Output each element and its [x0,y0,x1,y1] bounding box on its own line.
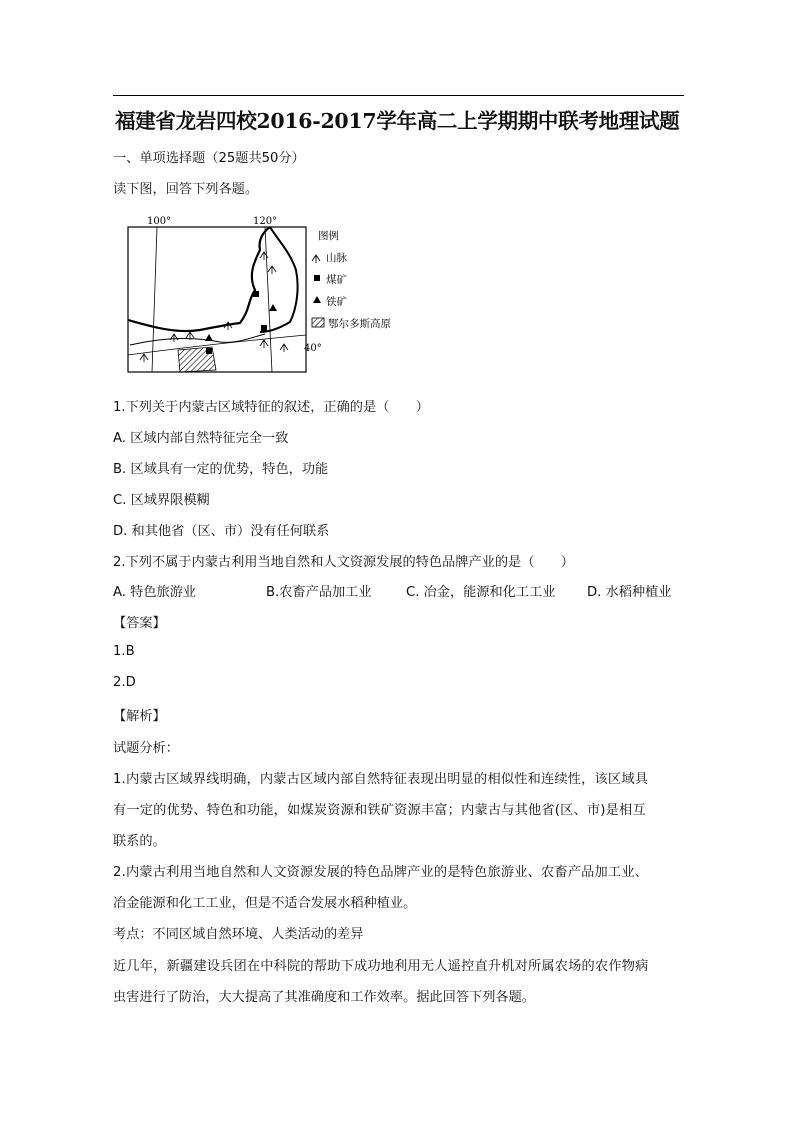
legend-ordos: 鄂尔多斯高原 [328,318,391,330]
coal-mine-symbol-1 [253,291,259,297]
next-intro-line-1: 近几年，新疆建设兵团在中科院的帮助下成功地利用无人遥控直升机对所属农场的农作物病 [113,959,649,974]
iron-legend-icon [313,296,321,303]
kaodian-text: 考点：不同区域自然环境、人类活动的差异 [113,927,364,942]
question-1-option-a: A. 区域内部自然特征完全一致 [113,431,289,446]
page-title: 福建省龙岩四校2016-2017学年高二上学期期中联考地理试题 [115,109,680,133]
question-1-option-d: D. 和其他省（区、市）没有任何联系 [113,524,330,539]
ordos-legend-icon [312,318,324,327]
intro-text: 读下图，回答下列各题。 [113,182,259,197]
lon-label-100: 100° [147,216,172,227]
analysis-heading: 【解析】 [113,709,166,724]
section-heading: 一、单项选择题（25题共50分） [113,151,305,166]
coal-legend-icon [314,275,320,281]
question-1-option-c: C. 区域界限模糊 [113,493,210,508]
meridian-120 [265,227,272,372]
ordos-plateau-area [178,347,216,372]
lat-label-40: 40° [304,343,322,354]
question-2-option-d: D. 水稻种植业 [587,585,672,600]
meridian-100 [152,227,157,372]
coal-mine-symbol-2 [261,325,267,331]
question-2-option-c: C. 冶金，能源和化工工业 [406,585,556,600]
parallel-40 [128,335,306,355]
question-1-stem: 1.下列关于内蒙古区域特征的叙述，正确的是（ ） [113,400,429,415]
analysis-1-line-3: 联系的。 [113,834,166,849]
next-intro-line-2: 虫害进行了防治，大大提高了其准确度和工作效率。据此回答下列各题。 [113,990,535,1005]
iron-mine-symbol-2 [269,304,277,311]
mountain-symbols [140,252,288,362]
legend-mountain: 山脉 [326,252,347,264]
analysis-1-line-1: 1.内蒙古区域界线明确，内蒙古区域内部自然特征表现出明显的相似性和连续性，该区域具 [113,772,649,787]
question-2-option-a: A. 特色旅游业 [113,585,197,600]
analysis-label: 试题分析： [113,741,179,756]
inner-mongolia-map [120,210,420,380]
answer-1: 1.B [113,644,135,659]
analysis-2-line-1: 2.内蒙古利用当地自然和人文资源发展的特色品牌产业的是特色旅游业、农畜产品加工业、 [113,865,649,880]
header-rule [113,95,684,96]
iron-mine-symbol-1 [205,334,213,341]
analysis-1-line-2: 有一定的优势、特色和功能，如煤炭资源和铁矿资源丰富；内蒙古与其他省(区、市)是相互 [113,803,646,818]
legend-title: 图例 [318,230,339,242]
southern-border [130,334,265,345]
question-2-option-b: B.农畜产品加工业 [266,585,372,600]
region-boundary [128,227,270,331]
lon-label-120: 120° [253,216,278,227]
question-2-stem: 2.下列不属于内蒙古利用当地自然和人文资源发展的特色品牌产业的是（ ） [113,555,574,570]
legend-coal: 煤矿 [326,274,347,286]
legend-iron: 铁矿 [326,296,347,308]
question-1-option-b: B. 区域具有一定的优势，特色，功能 [113,462,329,477]
answer-2: 2.D [113,675,136,690]
analysis-2-line-2: 冶金能源和化工工业，但是不适合发展水稻种植业。 [113,896,417,911]
mountain-legend-icon [312,255,320,263]
answer-heading: 【答案】 [113,616,166,631]
